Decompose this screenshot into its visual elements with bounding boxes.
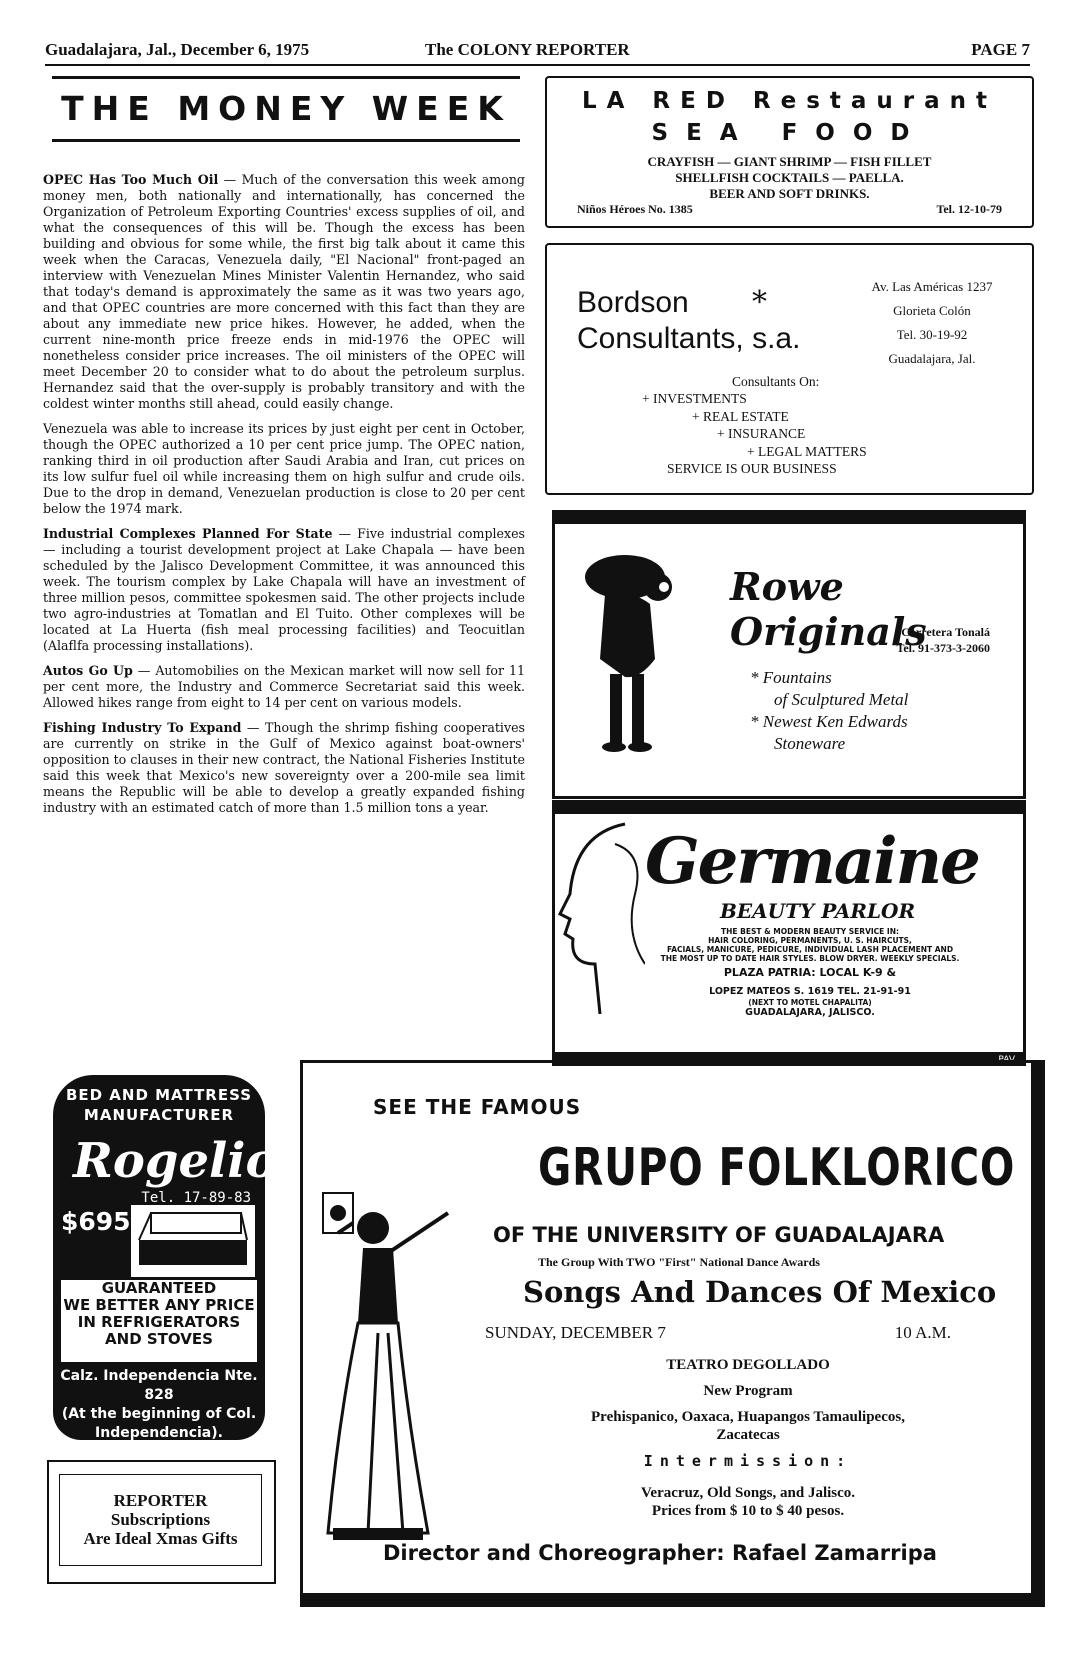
service-investments: + INVESTMENTS xyxy=(642,391,747,406)
program-part-2: Zacatecas xyxy=(716,1427,780,1443)
masthead-paper: The COLONY REPORTER xyxy=(425,40,630,59)
la-red-menu-3: BEER AND SOFT DRINKS. xyxy=(709,186,870,201)
germaine-next: (NEXT TO MOTEL CHAPALITA) xyxy=(748,998,872,1007)
rowe-addr-1: Carretera Tonalá xyxy=(901,625,990,639)
dancer-icon xyxy=(318,1173,478,1573)
program-part-1: Prehispanico, Oaxaca, Huapangos Tamaulipecos, xyxy=(591,1409,905,1425)
money-week-article xyxy=(43,172,525,825)
service-insurance: + INSURANCE xyxy=(717,426,806,441)
germaine-line-3: FACIALS, MANICURE, PEDICURE, INDIVIDUAL LASH PLACEMENT AND xyxy=(666,945,954,954)
rogelio-brand: Rogelio xyxy=(73,1133,278,1189)
money-week-heading: THE MONEY WEEK xyxy=(61,89,511,128)
germaine-lopez: LOPEZ MATEOS S. 1619 TEL. 21-91-91 xyxy=(709,986,911,997)
reporter-l1: REPORTER xyxy=(113,1491,208,1510)
rowe-item-4: Stoneware xyxy=(774,734,846,753)
germaine-sub: BEAUTY PARLOR xyxy=(720,899,916,923)
service-legal: + LEGAL MATTERS xyxy=(747,444,867,459)
bordson-addr-3: Tel. 30-19-92 xyxy=(896,327,968,342)
university-line: OF THE UNIVERSITY OF GUADALAJARA xyxy=(493,1223,945,1247)
rogelio-guarantee xyxy=(61,1280,257,1362)
article-heading: Autos Go Up xyxy=(43,663,133,678)
article-heading: Fishing Industry To Expand xyxy=(43,720,242,735)
article-heading: Industrial Complexes Planned For State xyxy=(43,526,333,541)
rogelio-footer xyxy=(53,1367,265,1443)
event-venue: TEATRO DEGOLLADO xyxy=(666,1357,830,1373)
rogelio-f2: (At the beginning of Col. xyxy=(61,1406,257,1422)
la-red-title: LA RED Restaurant xyxy=(581,88,998,114)
rogelio-tel: Tel. 17-89-83 xyxy=(141,1190,251,1206)
germaine-pav: PAV xyxy=(998,1055,1015,1065)
rowe-item-3: * Newest Ken Edwards xyxy=(750,712,908,731)
rogelio-g3: IN REFRIGERATORS xyxy=(77,1313,241,1331)
la-red-menu-1: CRAYFISH — GIANT SHRIMP — FISH FILLET xyxy=(647,154,932,169)
rogelio-g4: AND STOVES xyxy=(105,1330,213,1348)
ticket-prices: Prices from $ 10 to $ 40 pesos. xyxy=(651,1503,845,1519)
director-line: Director and Choreographer: Rafael Zamarripa xyxy=(383,1541,937,1565)
rowe-items xyxy=(750,667,908,755)
bordson-addr-2: Glorieta Colón xyxy=(893,303,971,318)
event-program: New Program xyxy=(703,1383,793,1399)
bordson-ad xyxy=(545,243,1034,495)
article-fishing xyxy=(43,720,525,816)
reporter-l3: Are Ideal Xmas Gifts xyxy=(83,1529,238,1548)
masthead xyxy=(45,40,1030,66)
article-body: Venezuela was able to increase its prices by just eight per cent in October, though the OPEC authorized a 10 per cent price jump. The OPEC nation, ranking third in oil production after Saudi Arabia and Iran, cut prices on its low sulfur fuel oil while increasing them on high sulfur and crude oils. Due to the drop in demand, Venezuelan production is close to 20 per cent below the 1974 mark. xyxy=(43,421,525,516)
masthead-date: Guadalajara, Jal., December 6, 1975 xyxy=(45,40,310,59)
germaine-line-1: THE BEST & MODERN BEAUTY SERVICE IN: xyxy=(721,927,899,936)
award-line: The Group With TWO "First" National Dance Awards xyxy=(538,1255,820,1269)
rogelio-price: $695. xyxy=(61,1207,141,1236)
service-real-estate: + REAL ESTATE xyxy=(692,409,789,424)
rogelio-g2: WE BETTER ANY PRICE xyxy=(63,1296,255,1314)
rogelio-g1: GUARANTEED xyxy=(101,1279,217,1297)
article-body: — Much of the conversation this week among money men, both nationally and internationally, has concerned the Organization of Petroleum Exporting Countries' excess supplies of oil, and what the consequences of this will be. Though the excess has been building and obvious for some while, the first big talk about it came this week when the Caracas, Venezuela daily, "El Nacional" front-paged an interview with Venezuelan Mines Minister Valentin Hernandez, who said that today's demand is approximately the same as it was two years ago, and that OPEC countries are more concerned with this fact than they are about any immediate new price hikes. However, he added, when the current nine-month price freeze ends in mid-1976 the OPEC will nonetheless consider price increases. The oil ministers of the OPEC will meet December 20 to consider what to do about the petroleum surplus. Hernandez said that the over-supply is probably transitory and with the coldest winter months still ahead, could easily change. xyxy=(43,172,525,411)
woman-profile-icon xyxy=(555,814,645,1024)
germaine-city: GUADALAJARA, JALISCO. xyxy=(745,1007,875,1018)
article-body: — Though the shrimp fishing cooperatives are currently on strike in the Gulf of Mexico against boat-owners' opposition to clauses in their new contract, the National Fisheries Institute said this week that Mexico's new sovereignty over a 200-mile sea limit means the Republic will be able to develop a greatly expanded fishing industry with an estimated catch of more than 1.5 million tons a year. xyxy=(43,720,525,815)
rogelio-ad xyxy=(53,1075,278,1441)
article-venezuela xyxy=(43,421,525,517)
sea-food-title: SEA FOOD xyxy=(651,120,928,146)
service-slogan: SERVICE IS OUR BUSINESS xyxy=(667,461,837,476)
reporter-l2: Subscriptions xyxy=(110,1510,211,1529)
rowe-originals-ad xyxy=(552,510,1026,799)
rowe-item-1: * Fountains xyxy=(750,668,832,687)
rogelio-header xyxy=(53,1085,265,1125)
article-heading: OPEC Has Too Much Oil xyxy=(43,172,219,187)
rogelio-h2: MANUFACTURER xyxy=(83,1106,235,1124)
bordson-name-1: Bordson xyxy=(577,286,689,319)
article-body: — Automobilies on the Mexican market will now sell for 11 per cent more, the Industry and Commerce Secretariat said this week. Allowed hikes range from eight to 14 per cent on various models. xyxy=(43,663,525,710)
rogelio-h1: BED AND MATTRESS xyxy=(65,1086,253,1104)
program-part-3: Veracruz, Old Songs, and Jalisco. xyxy=(640,1485,856,1501)
la-red-address: Niños Héroes No. 1385 xyxy=(577,202,693,216)
folklorico-ad xyxy=(300,1060,1045,1607)
article-autos xyxy=(43,663,525,711)
bordson-addr-1: Av. Las Américas 1237 xyxy=(871,279,993,294)
masthead-page: PAGE 7 xyxy=(971,40,1030,59)
germaine-line-4: THE MOST UP TO DATE HAIR STYLES. BLOW DRYER. WEEKLY SPECIALS. xyxy=(660,954,960,963)
sculpture-figure-icon xyxy=(580,549,690,764)
germaine-plaza: PLAZA PATRIA: LOCAL K-9 & xyxy=(723,966,897,979)
event-time: 10 A.M. xyxy=(894,1323,951,1342)
bordson-addr-4: Guadalajara, Jal. xyxy=(888,351,976,366)
consultants-on: Consultants On: xyxy=(732,374,820,389)
germaine-name: Germaine xyxy=(645,824,979,899)
event-date: SUNDAY, DECEMBER 7 xyxy=(485,1323,666,1342)
la-red-ad xyxy=(545,76,1034,228)
rowe-tel: Tel. 91-373-3-2060 xyxy=(896,641,990,655)
grupo-title: GRUPO FOLKLORICO xyxy=(538,1138,1016,1198)
intermission: Intermission: xyxy=(643,1452,853,1470)
bordson-address xyxy=(847,275,1017,371)
songs-line: Songs And Dances Of Mexico xyxy=(523,1275,997,1309)
germaine-ad xyxy=(552,800,1026,1066)
reporter-subscription-box xyxy=(47,1460,276,1584)
asterisk-icon: * xyxy=(752,285,767,320)
reporter-inner xyxy=(59,1474,262,1566)
rowe-item-2: of Sculptured Metal xyxy=(774,690,909,709)
money-week-title xyxy=(52,76,520,142)
germaine-line-2: HAIR COLORING, PERMANENTS, U. S. HAIRCUTS, xyxy=(708,936,912,945)
article-body: — Five industrial complexes — including a tourist development project at Lake Chapala — have been scheduled by the Jalisco Development Committee, it was announced this week. The tourism complex by Lake Chapala will have an investment of three million pesos, committee spokesmen said. The other projects include two agro-industries at Tomatlan and El Tuito. Other complexes will be located at La Huerta (fish meal processing facilities) and Teocuitlan (Alaflfa processing installations). xyxy=(43,526,526,653)
bed-icon xyxy=(131,1205,255,1277)
rowe-name: Rowe Originals xyxy=(730,564,927,654)
article-industrial xyxy=(43,526,525,654)
see-the-famous: SEE THE FAMOUS xyxy=(373,1095,582,1119)
rogelio-f1: Calz. Independencia Nte. 828 xyxy=(60,1368,258,1403)
article-opec xyxy=(43,172,525,412)
bordson-name-2: Consultants, s.a. xyxy=(577,322,801,355)
la-red-tel: Tel. 12-10-79 xyxy=(936,202,1002,216)
rogelio-f3: Independencia). xyxy=(95,1425,223,1441)
la-red-menu-2: SHELLFISH COCKTAILS — PAELLA. xyxy=(675,170,904,185)
rowe-address xyxy=(810,624,990,656)
